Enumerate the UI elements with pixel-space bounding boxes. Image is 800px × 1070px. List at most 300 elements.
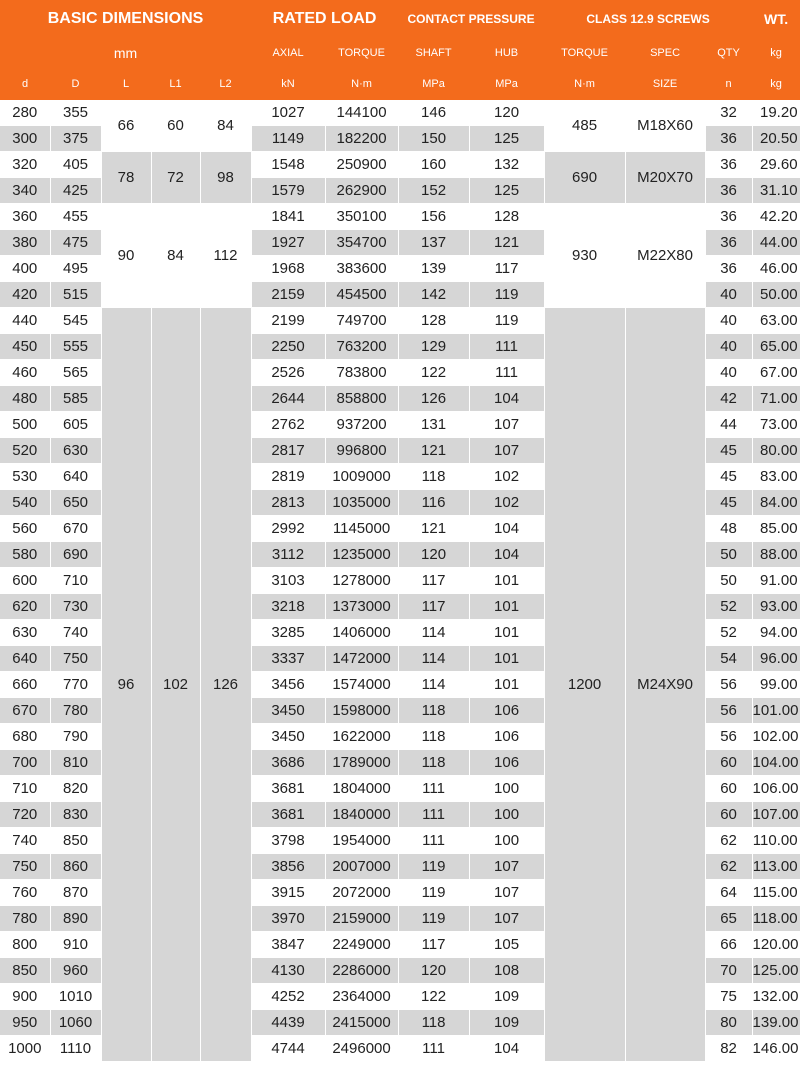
cell-D: 770 <box>50 672 101 698</box>
cell-hub-pressure: 107 <box>469 906 544 932</box>
cell-shaft-pressure: 121 <box>398 438 469 464</box>
cell-axial: 3285 <box>251 620 325 646</box>
cell-torque: 783800 <box>325 360 398 386</box>
cell-weight: 96.00 <box>752 646 800 672</box>
cell-axial: 1927 <box>251 230 325 256</box>
cell-D: 405 <box>50 152 101 178</box>
cell-weight: 110.00 <box>752 828 800 854</box>
cell-weight: 94.00 <box>752 620 800 646</box>
cell-axial: 1968 <box>251 256 325 282</box>
cell-screw-torque: 1200 <box>544 308 625 1062</box>
cell-shaft-pressure: 118 <box>398 724 469 750</box>
cell-d: 320 <box>0 152 50 178</box>
cell-hub-pressure: 105 <box>469 932 544 958</box>
cell-d: 380 <box>0 230 50 256</box>
cell-D: 1110 <box>50 1036 101 1062</box>
cell-torque: 1235000 <box>325 542 398 568</box>
qty-header: QTY <box>705 38 752 68</box>
cell-D: 640 <box>50 464 101 490</box>
cell-weight: 42.20 <box>752 204 800 230</box>
cell-torque: 2159000 <box>325 906 398 932</box>
cell-weight: 99.00 <box>752 672 800 698</box>
cell-weight: 104.00 <box>752 750 800 776</box>
cell-weight: 132.00 <box>752 984 800 1010</box>
cell-D: 375 <box>50 126 101 152</box>
cell-qty: 66 <box>705 932 752 958</box>
cell-screw-torque: 930 <box>544 204 625 308</box>
cell-shaft-pressure: 117 <box>398 568 469 594</box>
cell-d: 420 <box>0 282 50 308</box>
cell-torque: 1804000 <box>325 776 398 802</box>
cell-axial: 4252 <box>251 984 325 1010</box>
cell-axial: 4130 <box>251 958 325 984</box>
screw-torque-header: TORQUE <box>544 38 625 68</box>
cell-shaft-pressure: 118 <box>398 464 469 490</box>
cell-shaft-pressure: 114 <box>398 646 469 672</box>
cell-axial: 1579 <box>251 178 325 204</box>
cell-qty: 36 <box>705 230 752 256</box>
cell-hub-pressure: 101 <box>469 568 544 594</box>
cell-axial: 3681 <box>251 776 325 802</box>
cell-shaft-pressure: 156 <box>398 204 469 230</box>
cell-weight: 29.60 <box>752 152 800 178</box>
cell-D: 455 <box>50 204 101 230</box>
cell-D: 910 <box>50 932 101 958</box>
cell-shaft-pressure: 117 <box>398 932 469 958</box>
cell-hub-pressure: 101 <box>469 672 544 698</box>
cell-shaft-pressure: 117 <box>398 594 469 620</box>
cell-D: 425 <box>50 178 101 204</box>
cell-d: 500 <box>0 412 50 438</box>
cell-shaft-pressure: 118 <box>398 750 469 776</box>
cell-hub-pressure: 120 <box>469 100 544 126</box>
header-row-groups <box>0 0 800 38</box>
cell-L2: 98 <box>200 152 251 204</box>
cell-weight: 125.00 <box>752 958 800 984</box>
cell-L2: 126 <box>200 308 251 1062</box>
cell-shaft-pressure: 111 <box>398 802 469 828</box>
table-row <box>0 204 800 230</box>
cell-axial: 3103 <box>251 568 325 594</box>
cell-D: 630 <box>50 438 101 464</box>
cell-shaft-pressure: 111 <box>398 776 469 802</box>
cell-D: 1060 <box>50 1010 101 1036</box>
cell-qty: 60 <box>705 802 752 828</box>
cell-axial: 3337 <box>251 646 325 672</box>
cell-hub-pressure: 101 <box>469 594 544 620</box>
cell-hub-pressure: 119 <box>469 282 544 308</box>
cell-axial: 3686 <box>251 750 325 776</box>
cell-D: 355 <box>50 100 101 126</box>
cell-axial: 3847 <box>251 932 325 958</box>
cell-hub-pressure: 121 <box>469 230 544 256</box>
cell-L: 78 <box>101 152 151 204</box>
cell-D: 820 <box>50 776 101 802</box>
cell-d: 640 <box>0 646 50 672</box>
cell-D: 475 <box>50 230 101 256</box>
cell-torque: 2415000 <box>325 1010 398 1036</box>
cell-qty: 75 <box>705 984 752 1010</box>
cell-hub-pressure: 107 <box>469 438 544 464</box>
cell-qty: 45 <box>705 490 752 516</box>
cell-axial: 2992 <box>251 516 325 542</box>
L-header: L <box>101 68 151 100</box>
cell-shaft-pressure: 146 <box>398 100 469 126</box>
cell-hub-pressure: 111 <box>469 360 544 386</box>
cell-torque: 937200 <box>325 412 398 438</box>
cell-hub-pressure: 109 <box>469 984 544 1010</box>
cell-qty: 80 <box>705 1010 752 1036</box>
cell-qty: 60 <box>705 750 752 776</box>
cell-D: 750 <box>50 646 101 672</box>
kg-header: kg <box>752 38 800 68</box>
cell-axial: 2526 <box>251 360 325 386</box>
cell-screw-torque: 485 <box>544 100 625 152</box>
shaft-header: SHAFT <box>398 38 469 68</box>
cell-qty: 44 <box>705 412 752 438</box>
cell-d: 460 <box>0 360 50 386</box>
cell-weight: 84.00 <box>752 490 800 516</box>
table-row <box>0 100 800 126</box>
cell-D: 810 <box>50 750 101 776</box>
cell-torque: 262900 <box>325 178 398 204</box>
cell-axial: 3450 <box>251 724 325 750</box>
cell-weight: 139.00 <box>752 1010 800 1036</box>
cell-weight: 67.00 <box>752 360 800 386</box>
cell-axial: 2250 <box>251 334 325 360</box>
size-unit-header: SIZE <box>625 68 705 100</box>
cell-shaft-pressure: 122 <box>398 984 469 1010</box>
cell-qty: 65 <box>705 906 752 932</box>
cell-axial: 4439 <box>251 1010 325 1036</box>
cell-weight: 50.00 <box>752 282 800 308</box>
cell-d: 620 <box>0 594 50 620</box>
cell-D: 515 <box>50 282 101 308</box>
cell-D: 790 <box>50 724 101 750</box>
cell-L1: 84 <box>151 204 200 308</box>
kn-unit-header: kN <box>251 68 325 100</box>
cell-hub-pressure: 132 <box>469 152 544 178</box>
cell-d: 580 <box>0 542 50 568</box>
header-row-quantities <box>0 38 800 68</box>
cell-d: 520 <box>0 438 50 464</box>
cell-axial: 3112 <box>251 542 325 568</box>
cell-axial: 3970 <box>251 906 325 932</box>
cell-weight: 106.00 <box>752 776 800 802</box>
cell-weight: 101.00 <box>752 698 800 724</box>
cell-qty: 52 <box>705 594 752 620</box>
cell-shaft-pressure: 139 <box>398 256 469 282</box>
cell-shaft-pressure: 129 <box>398 334 469 360</box>
rated-load-header: RATED LOAD <box>251 0 398 38</box>
header-row-units <box>0 68 800 100</box>
weight-header: WT. <box>752 0 800 38</box>
cell-hub-pressure: 111 <box>469 334 544 360</box>
cell-qty: 40 <box>705 282 752 308</box>
cell-torque: 1789000 <box>325 750 398 776</box>
cell-axial: 3856 <box>251 854 325 880</box>
cell-hub-pressure: 100 <box>469 802 544 828</box>
cell-d: 680 <box>0 724 50 750</box>
cell-weight: 113.00 <box>752 854 800 880</box>
cell-screw-spec: M24X90 <box>625 308 705 1062</box>
cell-hub-pressure: 107 <box>469 880 544 906</box>
cell-D: 960 <box>50 958 101 984</box>
torque-header: TORQUE <box>325 38 398 68</box>
cell-weight: 31.10 <box>752 178 800 204</box>
cell-shaft-pressure: 119 <box>398 880 469 906</box>
cell-D: 710 <box>50 568 101 594</box>
cell-shaft-pressure: 152 <box>398 178 469 204</box>
cell-D: 730 <box>50 594 101 620</box>
cell-qty: 36 <box>705 152 752 178</box>
cell-torque: 354700 <box>325 230 398 256</box>
cell-L2: 84 <box>200 100 251 152</box>
cell-L1: 60 <box>151 100 200 152</box>
cell-qty: 56 <box>705 698 752 724</box>
cell-axial: 3456 <box>251 672 325 698</box>
cell-axial: 2817 <box>251 438 325 464</box>
cell-screw-torque: 690 <box>544 152 625 204</box>
screw-nm-unit-header: N·m <box>544 68 625 100</box>
cell-weight: 120.00 <box>752 932 800 958</box>
cell-torque: 1278000 <box>325 568 398 594</box>
cell-D: 565 <box>50 360 101 386</box>
cell-axial: 1841 <box>251 204 325 230</box>
table-body <box>0 100 800 1062</box>
cell-axial: 2762 <box>251 412 325 438</box>
cell-D: 555 <box>50 334 101 360</box>
cell-torque: 996800 <box>325 438 398 464</box>
cell-d: 440 <box>0 308 50 334</box>
cell-hub-pressure: 125 <box>469 178 544 204</box>
cell-torque: 250900 <box>325 152 398 178</box>
cell-torque: 1472000 <box>325 646 398 672</box>
cell-weight: 73.00 <box>752 412 800 438</box>
cell-d: 760 <box>0 880 50 906</box>
shaft-mpa-unit-header: MPa <box>398 68 469 100</box>
cell-torque: 1622000 <box>325 724 398 750</box>
cell-shaft-pressure: 118 <box>398 698 469 724</box>
cell-hub-pressure: 104 <box>469 542 544 568</box>
cell-weight: 20.50 <box>752 126 800 152</box>
cell-shaft-pressure: 114 <box>398 672 469 698</box>
mm-unit-header: mm <box>0 38 251 68</box>
cell-D: 740 <box>50 620 101 646</box>
cell-torque: 2496000 <box>325 1036 398 1062</box>
cell-hub-pressure: 108 <box>469 958 544 984</box>
cell-torque: 1406000 <box>325 620 398 646</box>
cell-weight: 88.00 <box>752 542 800 568</box>
cell-d: 560 <box>0 516 50 542</box>
cell-torque: 2364000 <box>325 984 398 1010</box>
cell-axial: 2813 <box>251 490 325 516</box>
cell-d: 530 <box>0 464 50 490</box>
cell-shaft-pressure: 142 <box>398 282 469 308</box>
cell-L1: 102 <box>151 308 200 1062</box>
cell-shaft-pressure: 111 <box>398 828 469 854</box>
cell-d: 1000 <box>0 1036 50 1062</box>
cell-qty: 82 <box>705 1036 752 1062</box>
cell-shaft-pressure: 150 <box>398 126 469 152</box>
cell-qty: 36 <box>705 256 752 282</box>
cell-axial: 3681 <box>251 802 325 828</box>
cell-qty: 36 <box>705 204 752 230</box>
cell-hub-pressure: 104 <box>469 516 544 542</box>
cell-shaft-pressure: 131 <box>398 412 469 438</box>
cell-shaft-pressure: 126 <box>398 386 469 412</box>
cell-weight: 71.00 <box>752 386 800 412</box>
cell-D: 830 <box>50 802 101 828</box>
cell-torque: 182200 <box>325 126 398 152</box>
cell-qty: 54 <box>705 646 752 672</box>
cell-shaft-pressure: 121 <box>398 516 469 542</box>
cell-hub-pressure: 100 <box>469 776 544 802</box>
cell-weight: 118.00 <box>752 906 800 932</box>
cell-qty: 36 <box>705 178 752 204</box>
cell-torque: 2286000 <box>325 958 398 984</box>
cell-hub-pressure: 107 <box>469 412 544 438</box>
cell-d: 700 <box>0 750 50 776</box>
cell-axial: 1149 <box>251 126 325 152</box>
cell-weight: 102.00 <box>752 724 800 750</box>
cell-torque: 1954000 <box>325 828 398 854</box>
cell-hub-pressure: 119 <box>469 308 544 334</box>
cell-D: 670 <box>50 516 101 542</box>
cell-axial: 4744 <box>251 1036 325 1062</box>
nm-unit-header: N·m <box>325 68 398 100</box>
cell-hub-pressure: 101 <box>469 646 544 672</box>
cell-hub-pressure: 106 <box>469 750 544 776</box>
cell-hub-pressure: 104 <box>469 386 544 412</box>
cell-d: 660 <box>0 672 50 698</box>
cell-hub-pressure: 102 <box>469 464 544 490</box>
cell-d: 710 <box>0 776 50 802</box>
cell-axial: 1548 <box>251 152 325 178</box>
cell-qty: 36 <box>705 126 752 152</box>
cell-hub-pressure: 102 <box>469 490 544 516</box>
cell-weight: 85.00 <box>752 516 800 542</box>
spec-header: SPEC <box>625 38 705 68</box>
cell-D: 545 <box>50 308 101 334</box>
cell-weight: 107.00 <box>752 802 800 828</box>
cell-D: 860 <box>50 854 101 880</box>
cell-shaft-pressure: 119 <box>398 854 469 880</box>
cell-shaft-pressure: 160 <box>398 152 469 178</box>
cell-hub-pressure: 106 <box>469 724 544 750</box>
cell-axial: 3218 <box>251 594 325 620</box>
cell-hub-pressure: 117 <box>469 256 544 282</box>
cell-weight: 83.00 <box>752 464 800 490</box>
cell-L2: 112 <box>200 204 251 308</box>
cell-d: 780 <box>0 906 50 932</box>
cell-shaft-pressure: 111 <box>398 1036 469 1062</box>
cell-axial: 3915 <box>251 880 325 906</box>
cell-torque: 383600 <box>325 256 398 282</box>
cell-axial: 2819 <box>251 464 325 490</box>
cell-d: 280 <box>0 100 50 126</box>
cell-screw-spec: M22X80 <box>625 204 705 308</box>
cell-weight: 19.20 <box>752 100 800 126</box>
cell-torque: 1574000 <box>325 672 398 698</box>
cell-qty: 42 <box>705 386 752 412</box>
cell-hub-pressure: 109 <box>469 1010 544 1036</box>
kg-unit-header: kg <box>752 68 800 100</box>
L2-header: L2 <box>200 68 251 100</box>
cell-qty: 62 <box>705 828 752 854</box>
cell-shaft-pressure: 114 <box>398 620 469 646</box>
cell-torque: 1373000 <box>325 594 398 620</box>
cell-axial: 2644 <box>251 386 325 412</box>
cell-qty: 50 <box>705 542 752 568</box>
cell-weight: 44.00 <box>752 230 800 256</box>
cell-D: 690 <box>50 542 101 568</box>
cell-shaft-pressure: 122 <box>398 360 469 386</box>
cell-torque: 1145000 <box>325 516 398 542</box>
cell-qty: 45 <box>705 464 752 490</box>
cell-d: 850 <box>0 958 50 984</box>
cell-hub-pressure: 104 <box>469 1036 544 1062</box>
cell-shaft-pressure: 118 <box>398 1010 469 1036</box>
cell-d: 750 <box>0 854 50 880</box>
contact-pressure-header: CONTACT PRESSURE <box>398 0 544 38</box>
cell-D: 585 <box>50 386 101 412</box>
cell-L: 90 <box>101 204 151 308</box>
cell-hub-pressure: 106 <box>469 698 544 724</box>
cell-torque: 2249000 <box>325 932 398 958</box>
cell-torque: 350100 <box>325 204 398 230</box>
D-header: D <box>50 68 101 100</box>
cell-qty: 62 <box>705 854 752 880</box>
cell-D: 605 <box>50 412 101 438</box>
cell-weight: 91.00 <box>752 568 800 594</box>
cell-axial: 1027 <box>251 100 325 126</box>
cell-hub-pressure: 125 <box>469 126 544 152</box>
cell-qty: 70 <box>705 958 752 984</box>
cell-D: 850 <box>50 828 101 854</box>
cell-D: 495 <box>50 256 101 282</box>
cell-d: 900 <box>0 984 50 1010</box>
cell-torque: 1598000 <box>325 698 398 724</box>
cell-axial: 3798 <box>251 828 325 854</box>
cell-qty: 40 <box>705 308 752 334</box>
cell-qty: 52 <box>705 620 752 646</box>
axial-header: AXIAL <box>251 38 325 68</box>
cell-shaft-pressure: 120 <box>398 958 469 984</box>
cell-qty: 32 <box>705 100 752 126</box>
cell-weight: 93.00 <box>752 594 800 620</box>
cell-torque: 858800 <box>325 386 398 412</box>
cell-L1: 72 <box>151 152 200 204</box>
cell-D: 1010 <box>50 984 101 1010</box>
cell-d: 800 <box>0 932 50 958</box>
cell-weight: 80.00 <box>752 438 800 464</box>
hub-header: HUB <box>469 38 544 68</box>
cell-torque: 144100 <box>325 100 398 126</box>
cell-qty: 40 <box>705 360 752 386</box>
cell-D: 890 <box>50 906 101 932</box>
cell-d: 670 <box>0 698 50 724</box>
table-row <box>0 152 800 178</box>
cell-torque: 749700 <box>325 308 398 334</box>
cell-qty: 50 <box>705 568 752 594</box>
cell-d: 360 <box>0 204 50 230</box>
cell-d: 740 <box>0 828 50 854</box>
cell-torque: 763200 <box>325 334 398 360</box>
cell-qty: 64 <box>705 880 752 906</box>
cell-d: 450 <box>0 334 50 360</box>
cell-D: 780 <box>50 698 101 724</box>
